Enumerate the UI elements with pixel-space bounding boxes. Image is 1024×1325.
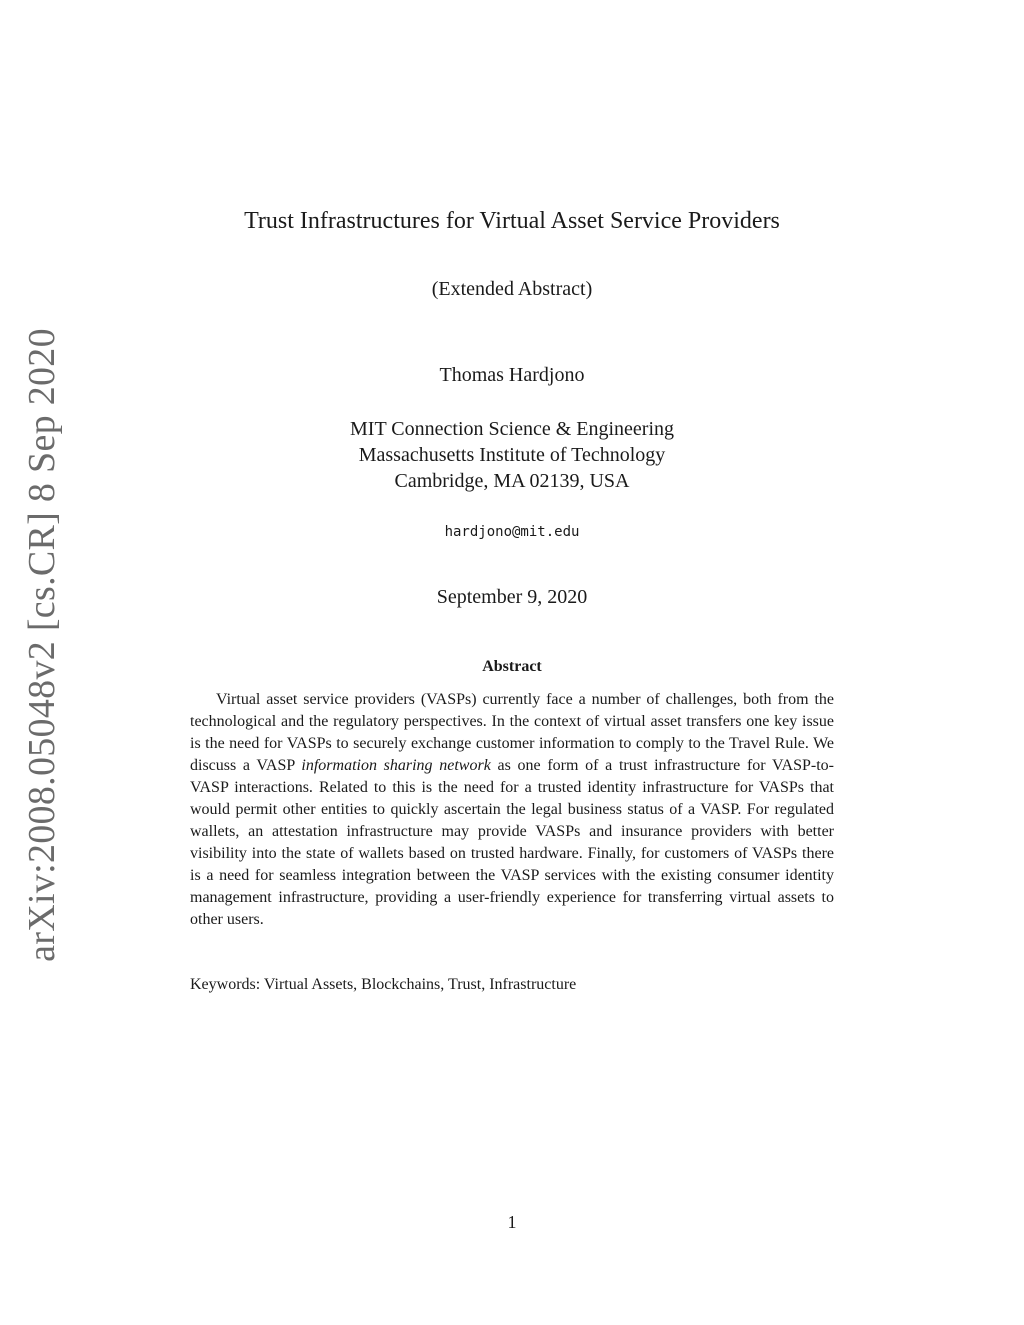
abstract-text-part-1: Virtual asset service providers (VASPs) currently face a number of challenges, both from the technological and the regulatory perspectives. In the context of virtual asset transfers one key issue is the need for VASPs to securely exchange customer information to comply to the Travel Rule. We discuss a VASP [190,691,834,774]
affiliation-line-3: Cambridge, MA 02139, USA [394,470,630,492]
abstract-emphasis: information sharing network [301,757,491,774]
paper-subtitle: (Extended Abstract) [431,278,593,300]
keywords-line: Keywords: Virtual Assets, Blockchains, Trust, Infrastructure [190,976,577,993]
paper-date: September 9, 2020 [436,586,588,608]
author-affiliation [0,416,1024,494]
page-number: 1 [507,1212,517,1232]
abstract-heading: Abstract [482,658,542,675]
arxiv-identifier: arXiv:2008.05048v2 [cs.CR] 8 Sep 2020 [21,328,63,962]
author-name: Thomas Hardjono [439,364,585,386]
affiliation-line-2: Massachusetts Institute of Technology [358,444,666,466]
abstract-body [190,689,834,931]
affiliation-line-1: MIT Connection Science & Engineering [350,418,674,440]
abstract-text-part-2: as one form of a trust infrastructure for VASP-to-VASP interactions. Related to this is the need for a trusted identity infrastructure for VASPs that would permit other entities to quickly ascertain the legal business status of a VASP. For regulated wallets, an attestation infrastructure may provide VASPs and insurance providers with better visibility into the state of wallets based on trusted hardware. Finally, for customers of VASPs there is a need for seamless integration between the VASP services with the existing consumer identity management infrastructure, providing a user-friendly experience for transferring virtual assets to other users. [190,757,834,928]
author-email: hardjono@mit.edu [444,524,580,540]
paper-title: Trust Infrastructures for Virtual Asset Service Providers [244,208,780,234]
